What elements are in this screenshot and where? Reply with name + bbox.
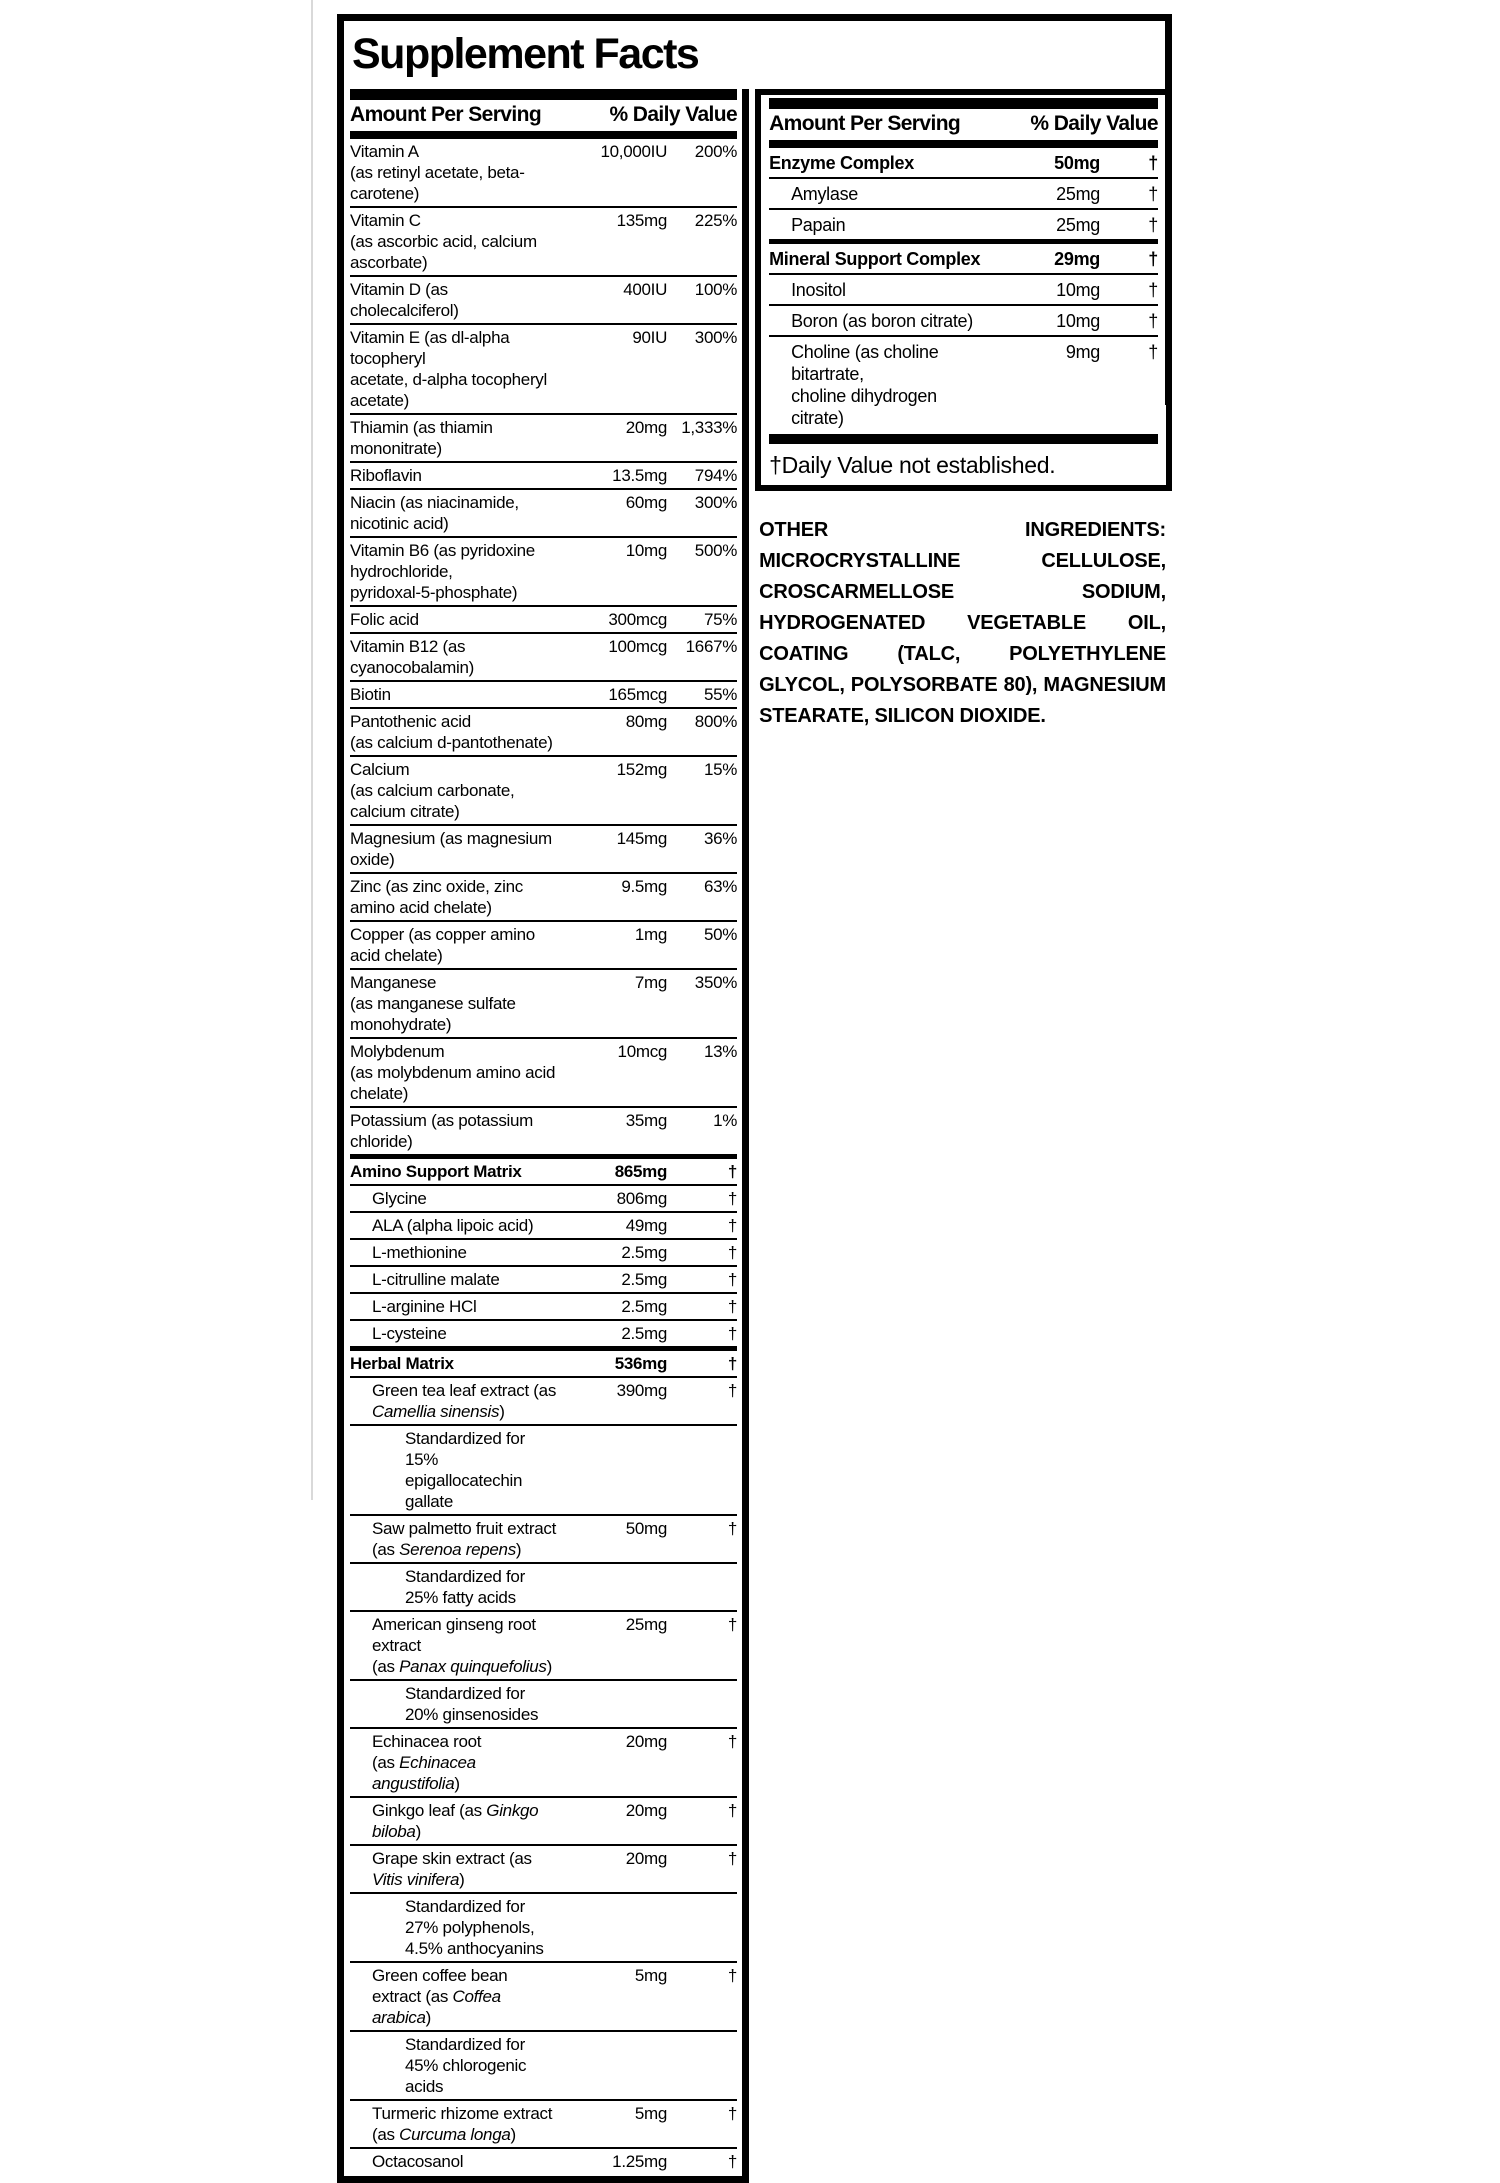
ingredient-name: Vitamin D (as cholecalciferol) (350, 280, 459, 320)
ingredient-amount: 29mg (1054, 249, 1100, 269)
supplement-row (350, 709, 737, 757)
ingredient-amount: 2.5mg (621, 1243, 668, 1262)
ingredient-name: Thiamin (as thiamin mononitrate) (350, 418, 493, 458)
ingredient-name: Green coffee bean extract (as Coffea arabica) (372, 1966, 508, 2027)
ingredient-daily-value: 794% (694, 466, 738, 485)
supplement-row (350, 463, 737, 490)
ingredient-name: Standardized for 25% fatty acids (405, 1567, 525, 1607)
ingredient-amount: 145mg (616, 829, 668, 848)
supplement-row (350, 2149, 737, 2174)
ingredient-name: Standardized for 15% epigallocatechin gallate (405, 1429, 525, 1511)
ingredient-name: Vitamin E (as dl-alpha tocopheryl acetate, d-alpha tocopheryl acetate) (350, 328, 547, 410)
label-columns (344, 89, 1172, 2183)
supplement-row (350, 1798, 737, 1846)
left-facts-table (344, 89, 749, 2183)
ingredient-amount: 13.5mg (612, 466, 668, 485)
ingredient-amount: 1mg (634, 925, 668, 944)
ingredient-amount: 90IU (632, 328, 668, 347)
supplement-row (350, 1294, 737, 1321)
supplement-row (350, 1240, 737, 1267)
supplement-row (350, 922, 737, 970)
ingredient-name: Standardized for 20% ginsenosides (405, 1684, 539, 1724)
supplement-row (350, 139, 737, 208)
supplement-row (350, 1729, 737, 1798)
ingredient-daily-value: 1,333% (681, 418, 738, 437)
supplement-row (350, 1894, 737, 1963)
supplement-row (350, 490, 737, 538)
ingredient-amount: 5mg (634, 1966, 668, 1985)
ingredient-daily-value: 1667% (685, 637, 738, 656)
ingredient-daily-value: † (727, 1354, 738, 1373)
supplement-row (769, 241, 1158, 275)
ingredient-daily-value: † (727, 1849, 738, 1868)
ingredient-name: Echinacea root (as Echinacea angustifolia) (372, 1732, 482, 1793)
ingredient-name: Amino Support Matrix (350, 1162, 522, 1181)
supplement-row (350, 325, 737, 415)
ingredient-amount: 400IU (623, 280, 668, 299)
ingredient-daily-value: † (1148, 280, 1158, 300)
supplement-row (350, 1213, 737, 1240)
ingredient-amount: 20mg (625, 1849, 668, 1868)
supplement-row (350, 2101, 737, 2149)
ingredient-amount: 536mg (614, 1354, 668, 1373)
ingredient-amount: 10,000IU (600, 142, 668, 161)
ingredient-name: Amylase (791, 184, 858, 204)
ingredient-amount: 1.25mg (612, 2152, 668, 2171)
supplement-row (350, 1348, 737, 1378)
ingredient-name: Potassium (as potassium chloride) (350, 1111, 534, 1151)
supplement-row (350, 607, 737, 634)
ingredient-amount: 10mg (1056, 311, 1100, 331)
ingredient-daily-value: † (727, 1162, 738, 1181)
supplement-row (769, 210, 1158, 241)
ingredient-amount: 2.5mg (621, 1297, 668, 1316)
ingredient-daily-value: 350% (694, 973, 738, 992)
supplement-row (350, 1846, 737, 1894)
ingredient-name: Enzyme Complex (769, 153, 914, 173)
ingredient-daily-value: 55% (703, 685, 738, 704)
ingredient-daily-value: 300% (694, 493, 738, 512)
supplement-row (350, 874, 737, 922)
supplement-row (350, 1564, 737, 1612)
supplement-row (350, 1426, 737, 1516)
supplement-row (350, 1681, 737, 1729)
supplement-row (350, 1156, 737, 1186)
ingredient-name: Herbal Matrix (350, 1354, 454, 1373)
ingredient-name: Biotin (350, 685, 391, 704)
right-facts-table (755, 89, 1172, 491)
ingredient-amount: 20mg (625, 418, 668, 437)
supplement-row (769, 337, 1158, 432)
ingredient-name: Standardized for 27% polyphenols, 4.5% anthocyanins (405, 1897, 544, 1958)
ingredient-name: L-citrulline malate (372, 1270, 500, 1289)
supplement-row (350, 826, 737, 874)
header-bar-bottom (769, 140, 1158, 148)
supplement-facts-label (337, 14, 1172, 2183)
ingredient-daily-value: † (727, 2104, 738, 2123)
ingredient-amount: 865mg (614, 1162, 668, 1181)
amount-per-serving-header: Amount Per Serving (769, 112, 961, 135)
ingredient-name: American ginseng root extract (as Panax quinquefolius) (372, 1615, 552, 1676)
ingredient-name: L-cysteine (372, 1324, 447, 1343)
ingredient-daily-value: 500% (694, 541, 738, 560)
ingredient-name: Molybdenum (as molybdenum amino acid chelate) (350, 1042, 556, 1103)
supplement-row (350, 757, 737, 826)
supplement-row (769, 275, 1158, 306)
ingredient-amount: 49mg (625, 1216, 668, 1235)
header-bar-top (769, 98, 1158, 109)
ingredient-amount: 25mg (625, 1615, 668, 1634)
supplement-row (350, 1378, 737, 1426)
ingredient-daily-value: 36% (703, 829, 738, 848)
ingredient-daily-value: † (727, 2152, 738, 2171)
other-ingredients-text: MICROCRYSTALLINE CELLULOSE, CROSCARMELLOSE SODIUM, HYDROGENATED VEGETABLE OIL, COATING (TALC, POLYETHYLENE GLYCOL, POLYSORBATE 80), MAGNESIUM STEARATE, SILICON DIOXIDE. (759, 550, 1166, 727)
ingredient-name: Turmeric rhizome extract (as Curcuma longa) (372, 2104, 553, 2144)
ingredient-daily-value: 1% (713, 1111, 738, 1130)
ingredient-daily-value: 63% (703, 877, 738, 896)
ingredient-amount: 25mg (1056, 215, 1100, 235)
ingredient-amount: 10mg (1056, 280, 1100, 300)
ingredient-daily-value: † (727, 1189, 738, 1208)
ingredient-daily-value: 50% (703, 925, 738, 944)
ingredient-amount: 2.5mg (621, 1270, 668, 1289)
ingredient-daily-value: † (727, 1270, 738, 1289)
supplement-row (350, 277, 737, 325)
ingredient-amount: 25mg (1056, 184, 1100, 204)
ingredient-amount: 10mcg (617, 1042, 668, 1061)
ingredient-amount: 50mg (1054, 153, 1100, 173)
ingredient-daily-value: † (727, 1216, 738, 1235)
ingredient-amount: 135mg (616, 211, 668, 230)
ingredient-name: Inositol (791, 280, 846, 300)
ingredient-daily-value: † (1148, 249, 1158, 269)
ingredient-amount: 60mg (625, 493, 668, 512)
ingredient-amount: 50mg (625, 1519, 668, 1538)
ingredient-name: Green tea leaf extract (as Camellia sinensis) (372, 1381, 557, 1421)
ingredient-daily-value: † (727, 1615, 738, 1634)
right-column (755, 89, 1172, 732)
ingredient-daily-value: 200% (694, 142, 738, 161)
supplement-row (350, 1963, 737, 2032)
ingredient-amount: 300mcg (608, 610, 668, 629)
ingredient-name: Mineral Support Complex (769, 249, 981, 269)
ingredient-daily-value: † (727, 1966, 738, 1985)
label-right-border-segment (1165, 14, 1172, 405)
ingredient-name: Magnesium (as magnesium oxide) (350, 829, 552, 869)
ingredient-name: Vitamin C (as ascorbic acid, calcium ascorbate) (350, 211, 537, 272)
ingredient-name: Riboflavin (350, 466, 422, 485)
ingredient-daily-value: † (727, 1381, 738, 1400)
ingredient-name: L-arginine HCl (372, 1297, 477, 1316)
daily-value-header: % Daily Value (1030, 112, 1158, 135)
ingredient-name: Boron (as boron citrate) (791, 311, 973, 331)
supplement-row (350, 1108, 737, 1156)
supplement-row (769, 306, 1158, 337)
supplement-row (769, 148, 1158, 179)
ingredient-amount: 152mg (616, 760, 668, 779)
ingredient-name: ALA (alpha lipoic acid) (372, 1216, 534, 1235)
ingredient-amount: 80mg (625, 712, 668, 731)
supplement-row (350, 1186, 737, 1213)
ingredient-name: Folic acid (350, 610, 419, 629)
ingredient-name: Ginkgo leaf (as Ginkgo biloba) (372, 1801, 539, 1841)
ingredient-daily-value: † (727, 1243, 738, 1262)
ingredient-name: Standardized for 45% chlorogenic acids (405, 2035, 527, 2096)
supplement-row (769, 179, 1158, 210)
ingredient-name: Vitamin B6 (as pyridoxine hydrochloride, pyridoxal-5-phosphate) (350, 541, 535, 602)
ingredient-daily-value: † (727, 1324, 738, 1343)
ingredient-daily-value: † (1148, 153, 1158, 173)
ingredient-name: Saw palmetto fruit extract (as Serenoa repens) (372, 1519, 556, 1559)
ingredient-name: Manganese (as manganese sulfate monohydrate) (350, 973, 516, 1034)
ingredient-daily-value: 75% (703, 610, 738, 629)
ingredient-amount: 390mg (616, 1381, 668, 1400)
ingredient-name: Vitamin B12 (as cyanocobalamin) (350, 637, 475, 677)
ingredient-daily-value: 225% (694, 211, 738, 230)
ingredient-amount: 165mcg (608, 685, 668, 704)
ingredient-name: Pantothenic acid (as calcium d-pantothenate) (350, 712, 553, 752)
header-bar-bottom (350, 131, 737, 139)
supplement-row (350, 970, 737, 1039)
supplement-row (350, 415, 737, 463)
supplement-row (350, 1516, 737, 1564)
ingredient-daily-value: 15% (703, 760, 738, 779)
label-scan-edge (311, 0, 313, 1500)
right-table-rows (769, 148, 1158, 432)
ingredient-name: Niacin (as niacinamide, nicotinic acid) (350, 493, 519, 533)
ingredient-daily-value: † (1148, 215, 1158, 235)
ingredient-daily-value: 13% (703, 1042, 738, 1061)
ingredient-amount: 100mcg (608, 637, 668, 656)
daily-value-footnote: †Daily Value not established. (769, 452, 1056, 478)
ingredient-daily-value: † (1148, 342, 1158, 362)
ingredient-name: L-methionine (372, 1243, 467, 1262)
ingredient-daily-value: † (727, 1732, 738, 1751)
ingredient-name: Calcium (as calcium carbonate, calcium citrate) (350, 760, 515, 821)
ingredient-daily-value: † (727, 1297, 738, 1316)
ingredient-amount: 806mg (616, 1189, 668, 1208)
ingredient-daily-value: † (1148, 184, 1158, 204)
supplement-row (350, 1612, 737, 1681)
supplement-row (350, 1321, 737, 1348)
other-ingredients (755, 515, 1172, 732)
ingredient-daily-value: 300% (694, 328, 738, 347)
ingredient-amount: 2.5mg (621, 1324, 668, 1343)
ingredient-amount: 7mg (634, 973, 668, 992)
ingredient-amount: 20mg (625, 1732, 668, 1751)
ingredient-name: Grape skin extract (as Vitis vinifera) (372, 1849, 532, 1889)
ingredient-name: Copper (as copper amino acid chelate) (350, 925, 535, 965)
ingredient-name: Papain (791, 215, 846, 235)
ingredient-name: Glycine (372, 1189, 427, 1208)
supplement-row (350, 1267, 737, 1294)
header-bar-top (350, 89, 737, 100)
footnote-bar (769, 434, 1158, 444)
right-table-header (769, 109, 1158, 140)
ingredient-amount: 35mg (625, 1111, 668, 1130)
ingredient-amount: 5mg (634, 2104, 668, 2123)
other-ingredients-label: OTHER INGREDIENTS: (759, 519, 1166, 541)
left-table-header (350, 100, 737, 131)
ingredient-amount: 9.5mg (621, 877, 668, 896)
supplement-row (350, 538, 737, 607)
ingredient-daily-value: † (1148, 311, 1158, 331)
ingredient-amount: 9mg (1065, 342, 1100, 362)
supplement-row (350, 682, 737, 709)
ingredient-daily-value: 800% (694, 712, 738, 731)
ingredient-name: Octacosanol (372, 2152, 464, 2171)
ingredient-name: Vitamin A (as retinyl acetate, beta-carotene) (350, 142, 525, 203)
supplement-row (350, 2032, 737, 2101)
page-title: Supplement Facts (352, 30, 699, 78)
ingredient-name: Zinc (as zinc oxide, zinc amino acid chelate) (350, 877, 523, 917)
ingredient-amount: 10mg (625, 541, 668, 560)
amount-per-serving-header: Amount Per Serving (350, 103, 542, 126)
left-table-rows (350, 139, 737, 2174)
supplement-row (350, 634, 737, 682)
supplement-row (350, 208, 737, 277)
daily-value-header: % Daily Value (609, 103, 738, 126)
ingredient-daily-value: † (727, 1801, 738, 1820)
ingredient-amount: 20mg (625, 1801, 668, 1820)
supplement-row (350, 1039, 737, 1108)
ingredient-daily-value: 100% (694, 280, 738, 299)
ingredient-name: Choline (as choline bitartrate, choline dihydrogen citrate) (791, 342, 939, 428)
ingredient-daily-value: † (727, 1519, 738, 1538)
